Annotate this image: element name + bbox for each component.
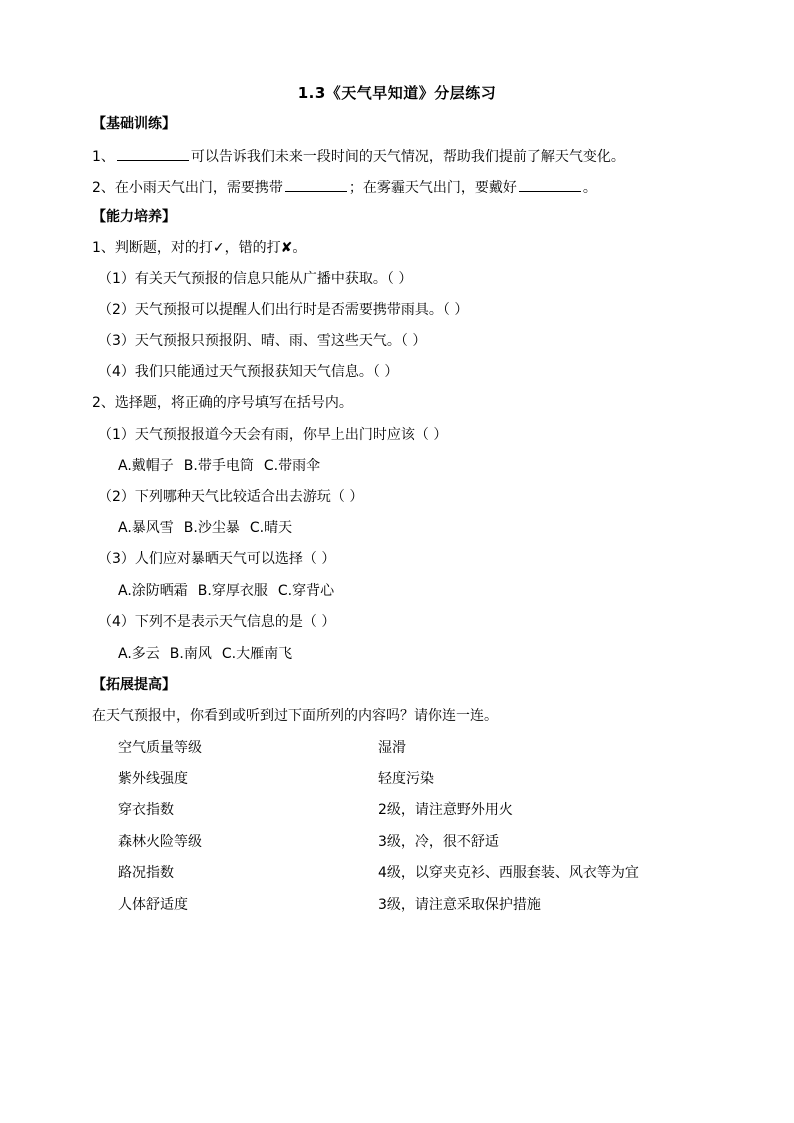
option-a: A.多云 [118,646,160,662]
section-ability-heading: 【能力培养】 [92,209,176,225]
option-b: B.穿厚衣服 [197,583,268,599]
choice-options [118,457,320,475]
match-right-item: 4级，以穿夹克衫、西服套装、风衣等为宜 [378,865,639,881]
match-left-item: 森林火险等级 [118,834,202,850]
q1-answer-blank[interactable] [117,146,189,161]
choice-title: 2、选择题，将正确的序号填写在括号内。 [92,395,353,411]
q1-number: 1、 [92,149,115,165]
basic-question-1 [92,146,625,166]
match-right-item: 3级，冷，很不舒适 [378,834,499,850]
match-right-item: 2级，请注意野外用火 [378,802,513,818]
match-left-item: 紫外线强度 [118,771,188,787]
section-basic-heading: 【基础训练】 [92,116,176,132]
extend-intro: 在天气预报中，你看到或听到过下面所列的内容吗？请你连一连。 [92,708,498,724]
choice-options [118,519,292,537]
choice-question: （1）天气预报报道今天会有雨，你早上出门时应该（ ） [98,427,448,443]
option-c: C.带雨伞 [263,458,321,474]
match-right-item: 3级，请注意采取保护措施 [378,897,541,913]
option-c: C.穿背心 [277,583,335,599]
option-a: A.暴风雪 [118,520,174,536]
judge-item: （4）我们只能通过天气预报获知天气信息。（ ） [98,364,399,380]
judge-title: 1、判断题，对的打✓，错的打✘。 [92,240,307,256]
q2-text-c: 。 [582,180,597,196]
judge-item: （2）天气预报可以提醒人们出行时是否需要携带雨具。（ ） [98,302,469,318]
option-b: B.带手电筒 [183,458,254,474]
option-c: C.晴天 [249,520,293,536]
choice-question: （2）下列哪种天气比较适合出去游玩（ ） [98,489,364,505]
match-left-item: 空气质量等级 [118,740,202,756]
basic-question-2 [92,177,597,197]
option-b: B.沙尘暴 [183,520,240,536]
section-extend-heading: 【拓展提高】 [92,677,176,693]
q2-text-a: 2、在小雨天气出门，需要携带 [92,180,283,196]
option-b: B.南风 [169,646,212,662]
page-title: 1.3《天气早知道》分层练习 [297,84,497,102]
match-right-item: 轻度污染 [378,771,434,787]
judge-item: （3）天气预报只预报阴、晴、雨、雪这些天气。（ ） [98,333,427,349]
match-left-item: 穿衣指数 [118,802,174,818]
match-left-item: 路况指数 [118,865,174,881]
choice-question: （3）人们应对暴晒天气可以选择（ ） [98,551,336,567]
judge-item: （1）有关天气预报的信息只能从广播中获取。（ ） [98,271,413,287]
choice-options [118,645,292,663]
option-a: A.涂防晒霜 [118,583,188,599]
q2-answer-blank-1[interactable] [285,177,347,192]
option-c: C.大雁南飞 [221,646,293,662]
choice-options [118,582,334,600]
match-right-item: 湿滑 [378,740,406,756]
match-left-item: 人体舒适度 [118,897,188,913]
q1-text: 可以告诉我们未来一段时间的天气情况，帮助我们提前了解天气变化。 [190,149,625,165]
q2-text-b: ；在雾霾天气出门，要戴好 [348,180,517,196]
option-a: A.戴帽子 [118,458,174,474]
choice-question: （4）下列不是表示天气信息的是（ ） [98,614,336,630]
q2-answer-blank-2[interactable] [519,177,581,192]
